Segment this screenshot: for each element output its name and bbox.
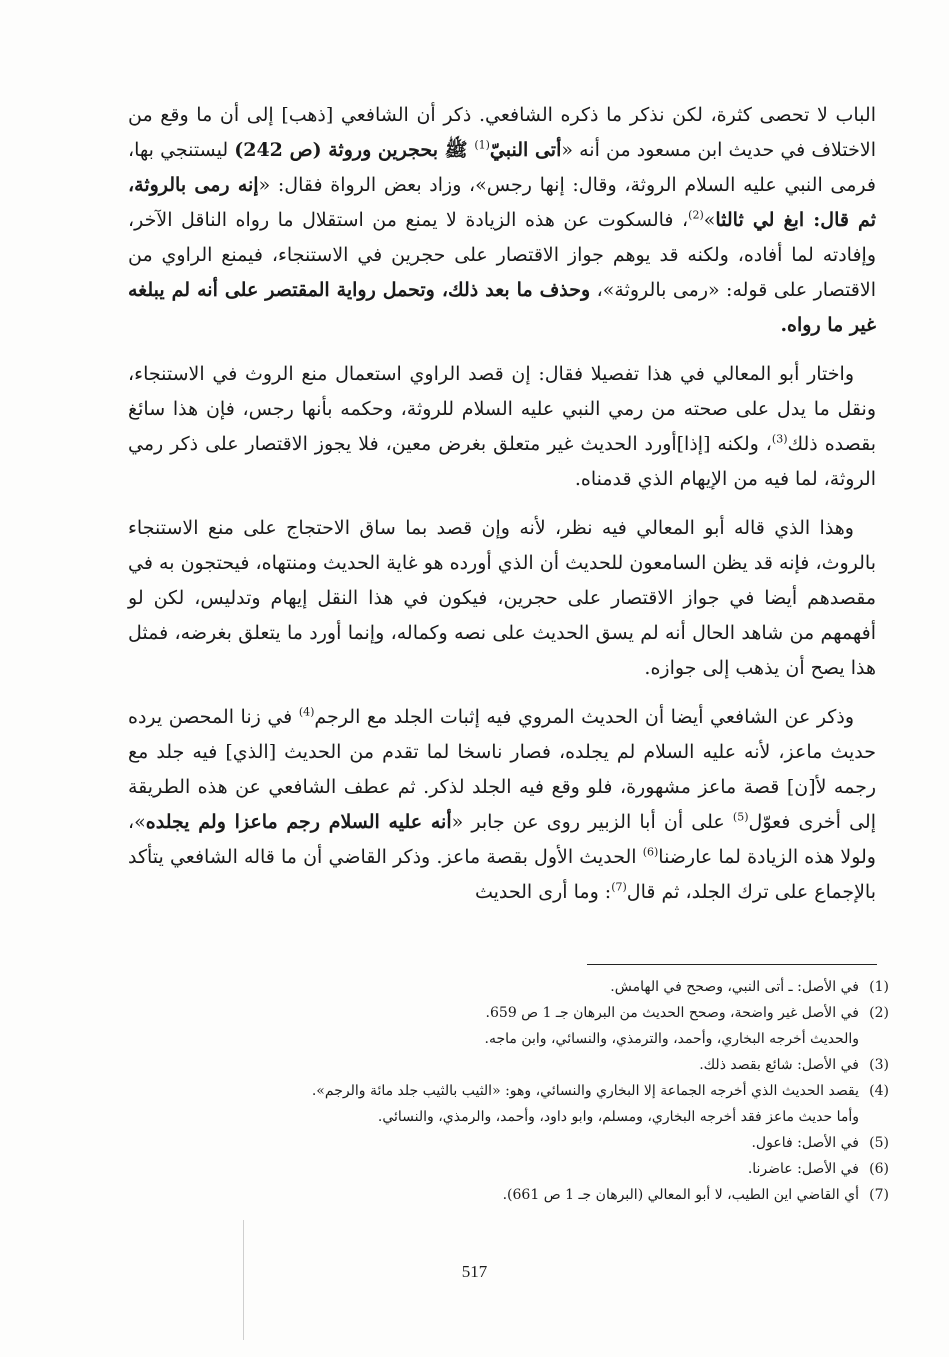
- footnote-marker: (3): [771, 432, 788, 446]
- footnote-marker: (1): [474, 138, 490, 152]
- footnote-number: (3): [869, 1057, 889, 1073]
- text-run: : وما أرى الحديث: [474, 881, 612, 903]
- footnote-marker: (4): [298, 705, 315, 719]
- footnote-text: في الأصل: شائع بقصد ذلك.: [699, 1057, 859, 1073]
- text-run: ، فالسكوت عن هذه الزيادة لا يمنع من استقلال ما رواه الناقل الآخر، وإفادته لما أفاده، ولكنه قد يوهم جواز الاقتصار على حجرين في الاستنجاء، فيمنع الراوي من الاقتصار على قوله: «رمى بالروثة»،: [128, 209, 876, 301]
- footnote: [179, 974, 889, 1000]
- text-run: وحذف ما بعد ذلك، وتحمل رواية المقتصر على أنه لم يبلغه غير ما رواه.: [128, 279, 876, 336]
- footnote-number: (1): [869, 979, 889, 995]
- footnote-text: في الأصل غير واضحة، وصحح الحديث من البرهان جـ 1 ص 659.: [485, 1005, 859, 1021]
- scan-margin-line: [243, 1220, 244, 1340]
- footnote-number: (4): [869, 1083, 889, 1099]
- footnote-number: (7): [869, 1187, 889, 1203]
- text-run: الباب لا تحصى كثرة، لكن نذكر ما ذكره الشافعي. ذكر أن الشافعي [ذهب] إلى أن ما وقع من الاختلاف في حديث ابن مسعود من أنه «: [128, 104, 876, 161]
- text-run: أنه عليه السلام رجم ماعزا ولم يجلده: [145, 811, 452, 833]
- text-run: »: [703, 209, 716, 231]
- footnote-marker: (5): [732, 810, 749, 824]
- page-number: 517: [461, 1262, 488, 1281]
- main-text: [128, 98, 876, 924]
- text-run: أتى النبيّ: [489, 139, 562, 161]
- text-run: وهذا الذي قاله أبو المعالي فيه نظر، لأنه وإن قصد بما ساق الاحتجاج على منع الاستنجاء بالروث، فإنه قد يظن السامعون للحديث أن الذي أورده هو غاية الحديث ومنتهاه، فيحتجون به في مقصدهم أيضا في جواز الاقتصار على حجرين، فيكون في هذا النقل إيهام وتدليس، لكن لو أفهمهم من شاهد الحال أنه لم يسق الحديث على نصه وكماله، وإنما أورد ما يتعلق بغرضه، فمثل هذا يصح أن يذهب إلى جوازه.: [128, 517, 876, 679]
- footnote-marker: (2): [688, 208, 704, 222]
- text-run: إنه رمى بالروثة، ثم قال: ابغ لي ثالثا: [128, 174, 876, 231]
- footnote: [179, 1104, 889, 1130]
- footnote-text: في الأصل: عاضرنا.: [747, 1161, 859, 1177]
- footnote-text: في الأصل: ـ أتى النبي، وصحح في الهامش.: [610, 979, 859, 995]
- footnote-text: في الأصل: فاعول.: [751, 1135, 859, 1151]
- text-run: ليستنجي بها، فرمى النبي عليه السلام الروثة، وقال: إنها رجس»، وزاد بعض الرواة فقال: «: [128, 139, 876, 196]
- footnote: [179, 1156, 889, 1182]
- paragraph: [128, 98, 876, 343]
- text-run: على أن أبا الزبير روى عن جابر «: [451, 811, 733, 833]
- footnote-marker: (6): [642, 845, 659, 859]
- text-run: ، ولكنه [إذا]أورد الحديث غير متعلق بغرض معين، فلا يجوز الاقتصار على ذكر رمي الروثة، لما فيه من الإيهام الذي قدمناه.: [128, 433, 876, 490]
- paragraph: [128, 511, 876, 686]
- footnote-separator: [587, 964, 877, 965]
- text-run: في زنا المحصن يرده حديث ماعز، لأنه عليه السلام لم يجلده، فصار ناسخا لما تقدم من الحديث [الذي] فيه جلد مع رجمه لأ[ن] قصة ماعز مشهورة، فلو وقع فيه الجلد لذكر. ثم عطف الشافعي عن هذه الطريقة إلى أخرى فعوّل: [128, 706, 876, 833]
- footnote: [179, 1026, 889, 1052]
- footnote: [179, 1130, 889, 1156]
- text-run: ﷺ بحجرين وروثة (ص 242): [234, 139, 475, 161]
- footnote: [179, 1052, 889, 1078]
- paragraph: [128, 700, 876, 910]
- footnote: [179, 1000, 889, 1026]
- footnote: [179, 1078, 889, 1104]
- paragraph: [128, 357, 876, 497]
- footnote-text: والحديث أخرجه البخاري، وأحمد، والترمذي، والنسائي، وابن ماجه.: [484, 1031, 859, 1047]
- footnote-text: أي القاضي اين الطيب، لا أبو المعالي (البرهان جـ 1 ص 661).: [502, 1187, 859, 1203]
- text-run: الحديث الأول بقصة ماعز. وذكر القاضي أن ما قاله الشافعي يتأكد بالإجماع على ترك الجلد، ثم قال: [128, 846, 876, 903]
- footnote-marker: (7): [611, 880, 627, 894]
- footnote-text: وأما حديث ماعز فقد أخرجه البخاري، ومسلم، وابو داود، وأحمد، والرمذي، والنسائي.: [377, 1109, 859, 1125]
- footnote-text: يقصد الحديث الذي أخرجه الجماعة إلا البخاري والنسائي، وهو: «الثيب بالثيب جلد مائة والرجم».: [311, 1083, 859, 1099]
- text-run: وذكر عن الشافعي أيضا أن الحديث المروي فيه إثبات الجلد مع الرجم: [314, 706, 854, 728]
- footnote-number: (2): [869, 1005, 889, 1021]
- footnotes: [179, 974, 889, 1208]
- footnote: [179, 1182, 889, 1208]
- footnote-number: (5): [869, 1135, 889, 1151]
- text-run: »، ولولا هذه الزيادة لما عارضنا: [128, 811, 876, 868]
- footnote-number: (6): [869, 1161, 889, 1177]
- text-run: واختار أبو المعالي في هذا تفصيلا فقال: إن قصد الراوي استعمال منع الروث في الاستنجاء، ونقل ما يدل على صحته من رمي النبي عليه السلام للروثة، وحكمه بأنها رجس، فإن هذا سائغ بقصده ذلك: [128, 363, 876, 455]
